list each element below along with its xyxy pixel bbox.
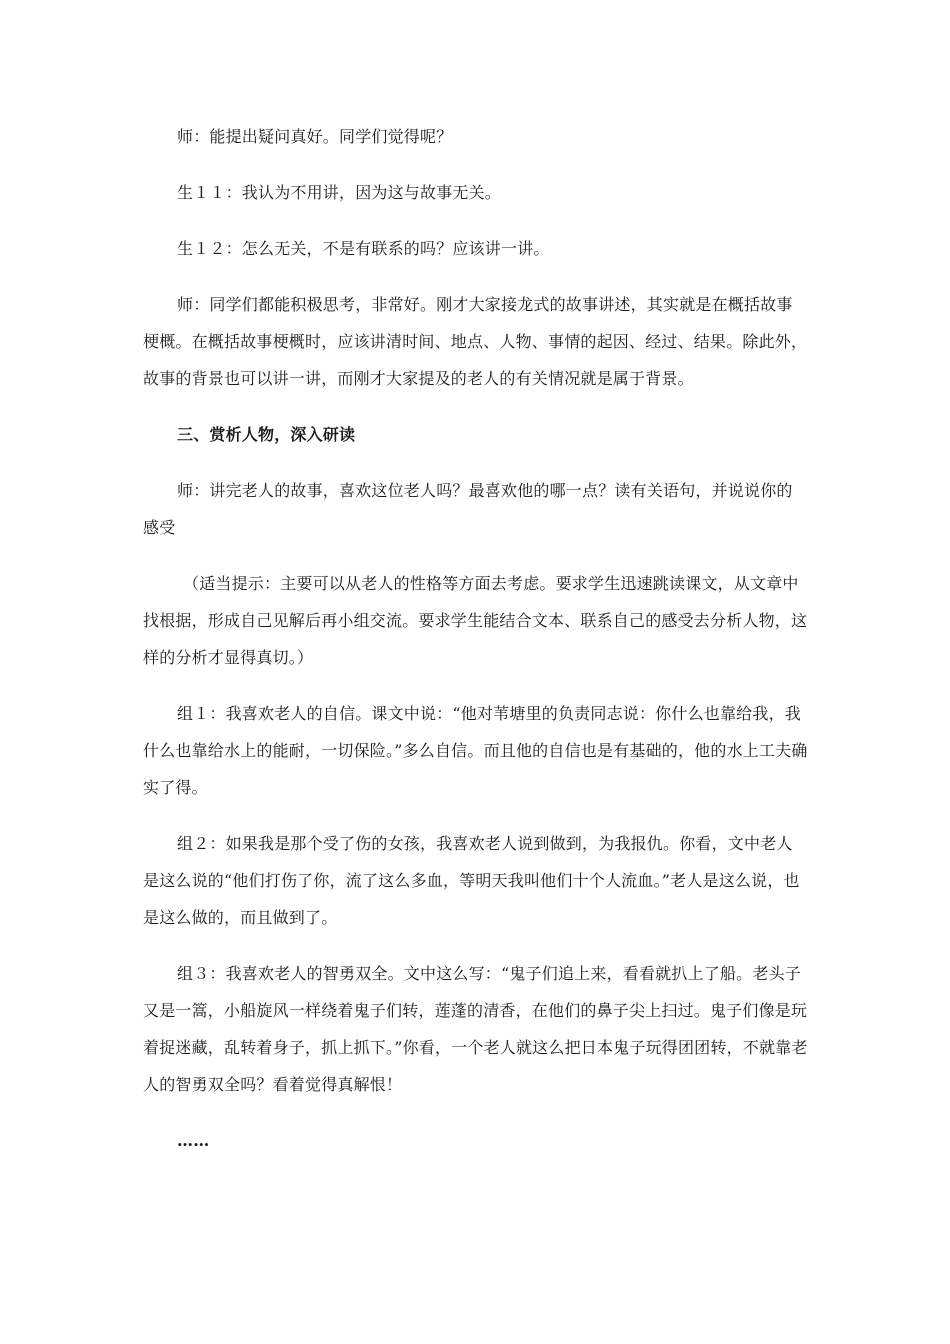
- section-heading: 三、赏析人物，深入研读: [177, 425, 356, 444]
- paragraph-group-1: 组１：我喜欢老人的自信。课文中说：“他对苇塘里的负责同志说：你什么也靠给我，我什么也靠给水上的能耐，一切保险。”多么自信。而且他的自信也是有基础的，他的水上工夫确实了得。: [143, 704, 808, 797]
- paragraph-teacher-summary: 师：同学们都能积极思考，非常好。刚才大家接龙式的故事讲述，其实就是在概括故事梗概。在概括故事梗概时，应该讲清时间、地点、人物、事情的起因、经过、结果。除此外，故事的背景也可以讲一讲，而刚才大家提及的老人的有关情况就是属于背景。: [143, 295, 808, 388]
- paragraph-teacher-prompt: 师：讲完老人的故事，喜欢这位老人吗？最喜欢他的哪一点？读有关语句，并说说你的感受: [143, 481, 793, 537]
- paragraph-group-2: 组２：如果我是那个受了伤的女孩，我喜欢老人说到做到，为我报仇。你看，文中老人是这么说的“他们打伤了你，流了这么多血，等明天我叫他们十个人流血。”老人是这么说，也是这么做的，而且做到了。: [143, 834, 800, 927]
- paragraph-ellipsis: ……: [177, 1131, 210, 1150]
- paragraph-teacher-question: 师：能提出疑问真好。同学们觉得呢？: [177, 127, 453, 146]
- paragraph-group-3: 组３：我喜欢老人的智勇双全。文中这么写：“鬼子们追上来，看看就扒上了船。老头子又是一篙，小船旋风一样绕着鬼子们转，莲蓬的清香，在他们的鼻子尖上扫过。鬼子们像是玩着捉迷藏，乱转着身子，抓上抓下。”你看，一个老人就这么把日本鬼子玩得团团转，不就靠老人的智勇双全吗？看着觉得真解恨！: [143, 964, 808, 1094]
- paragraph-hint-note: （适当提示：主要可以从老人的性格等方面去考虑。要求学生迅速跳读课文，从文章中找根据，形成自己见解后再小组交流。要求学生能结合文本、联系自己的感受去分析人物，这样的分析才显得真切。）: [143, 574, 808, 667]
- paragraph-student-12: 生１２：怎么无关，不是有联系的吗？应该讲一讲。: [177, 239, 550, 258]
- document-body: [143, 118, 808, 1178]
- paragraph-student-11: 生１１：我认为不用讲，因为这与故事无关。: [177, 183, 502, 202]
